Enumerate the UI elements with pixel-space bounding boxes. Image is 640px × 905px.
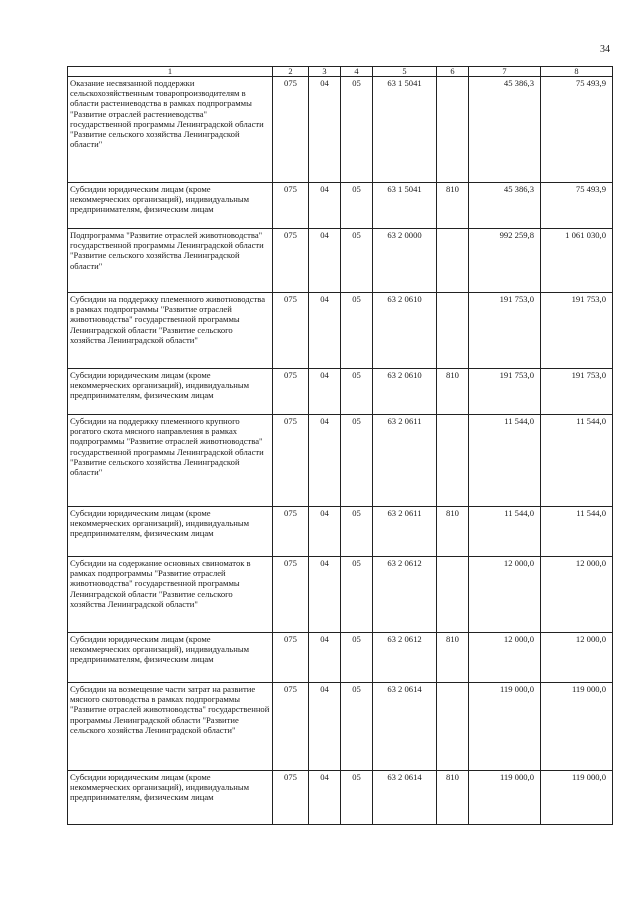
code-cell: 075 — [273, 183, 309, 229]
code-cell: 04 — [309, 771, 341, 825]
row-name-cell: Субсидии юридическим лицам (кроме некоммерческих организаций), индивидуальным предпринимателям, физическим лицам — [68, 369, 273, 415]
amount-cell: 1 061 030,0 — [541, 229, 613, 293]
table-row — [68, 415, 613, 507]
amount-cell: 12 000,0 — [469, 557, 541, 633]
row-name-cell: Субсидии на возмещение части затрат на развитие мясного скотоводства в рамках подпрограммы "Развитие отраслей животноводства" государственной программы Ленинградской области "Развитие сельского хозяйства Ленинградской области" — [68, 683, 273, 771]
amount-cell: 992 259,8 — [469, 229, 541, 293]
code-cell: 63 2 0614 — [373, 683, 437, 771]
table-header-row — [68, 67, 613, 77]
table-row — [68, 183, 613, 229]
amount-cell: 191 753,0 — [469, 369, 541, 415]
code-cell: 05 — [341, 507, 373, 557]
code-cell: 075 — [273, 683, 309, 771]
code-cell: 63 2 0611 — [373, 507, 437, 557]
code-cell — [437, 557, 469, 633]
header-cell: 6 — [437, 67, 469, 77]
table-row — [68, 229, 613, 293]
code-cell: 04 — [309, 683, 341, 771]
row-name-cell: Субсидии на поддержку племенного животноводства в рамках подпрограммы "Развитие отраслей животноводства" государственной программы Ленинградской области "Развитие сельского хозяйства Ленинградской области" — [68, 293, 273, 369]
amount-cell: 11 544,0 — [469, 415, 541, 507]
amount-cell: 11 544,0 — [541, 415, 613, 507]
amount-cell: 11 544,0 — [541, 507, 613, 557]
header-cell: 2 — [273, 67, 309, 77]
table-row — [68, 369, 613, 415]
code-cell: 075 — [273, 557, 309, 633]
code-cell — [437, 293, 469, 369]
amount-cell: 11 544,0 — [469, 507, 541, 557]
page-number: 34 — [600, 44, 610, 55]
amount-cell: 191 753,0 — [541, 293, 613, 369]
amount-cell: 12 000,0 — [541, 557, 613, 633]
code-cell: 04 — [309, 415, 341, 507]
amount-cell: 45 386,3 — [469, 77, 541, 183]
code-cell: 05 — [341, 771, 373, 825]
code-cell: 04 — [309, 293, 341, 369]
header-cell: 1 — [68, 67, 273, 77]
row-name-cell: Субсидии юридическим лицам (кроме некоммерческих организаций), индивидуальным предпринимателям, физическим лицам — [68, 771, 273, 825]
amount-cell: 119 000,0 — [541, 771, 613, 825]
amount-cell: 191 753,0 — [541, 369, 613, 415]
table-row — [68, 771, 613, 825]
table-row — [68, 557, 613, 633]
code-cell — [437, 229, 469, 293]
amount-cell: 75 493,9 — [541, 183, 613, 229]
row-name-cell: Оказание несвязанной поддержки сельскохозяйственным товаропроизводителям в области растениеводства в рамках подпрограммы "Развитие отраслей растениеводства" государственной программы Ленинградской области "Развитие сельского хозяйства Ленинградской области" — [68, 77, 273, 183]
code-cell: 075 — [273, 229, 309, 293]
row-name-cell: Субсидии юридическим лицам (кроме некоммерческих организаций), индивидуальным предпринимателям, физическим лицам — [68, 507, 273, 557]
code-cell: 63 2 0612 — [373, 633, 437, 683]
code-cell: 63 1 5041 — [373, 183, 437, 229]
header-cell: 3 — [309, 67, 341, 77]
code-cell: 075 — [273, 77, 309, 183]
amount-cell: 119 000,0 — [469, 771, 541, 825]
code-cell: 05 — [341, 183, 373, 229]
code-cell: 04 — [309, 557, 341, 633]
row-name-cell: Субсидии на поддержку племенного крупного рогатого скота мясного направления в рамках подпрограммы "Развитие отраслей животноводства" государственной программы Ленинградской области "Развитие сельского хозяйства Ленинградской области" — [68, 415, 273, 507]
code-cell: 63 2 0612 — [373, 557, 437, 633]
code-cell: 63 2 0614 — [373, 771, 437, 825]
code-cell: 05 — [341, 293, 373, 369]
table-row — [68, 77, 613, 183]
code-cell: 04 — [309, 229, 341, 293]
code-cell: 075 — [273, 507, 309, 557]
code-cell: 075 — [273, 633, 309, 683]
code-cell: 05 — [341, 369, 373, 415]
code-cell: 075 — [273, 415, 309, 507]
code-cell: 04 — [309, 77, 341, 183]
code-cell — [437, 683, 469, 771]
row-name-cell: Субсидии на содержание основных свиноматок в рамках подпрограммы "Развитие отраслей животноводства" государственной программы Ленинградской области "Развитие сельского хозяйства Ленинградской области" — [68, 557, 273, 633]
code-cell: 05 — [341, 415, 373, 507]
row-name-cell: Субсидии юридическим лицам (кроме некоммерческих организаций), индивидуальным предпринимателям, физическим лицам — [68, 633, 273, 683]
table-row — [68, 633, 613, 683]
budget-table — [67, 66, 613, 825]
code-cell: 075 — [273, 771, 309, 825]
code-cell: 810 — [437, 633, 469, 683]
code-cell: 810 — [437, 183, 469, 229]
code-cell — [437, 415, 469, 507]
code-cell: 810 — [437, 369, 469, 415]
code-cell: 04 — [309, 633, 341, 683]
code-cell: 63 2 0610 — [373, 293, 437, 369]
code-cell: 075 — [273, 369, 309, 415]
header-cell: 5 — [373, 67, 437, 77]
amount-cell: 119 000,0 — [469, 683, 541, 771]
code-cell: 05 — [341, 683, 373, 771]
code-cell: 810 — [437, 771, 469, 825]
header-cell: 8 — [541, 67, 613, 77]
code-cell: 63 2 0610 — [373, 369, 437, 415]
code-cell: 04 — [309, 183, 341, 229]
row-name-cell: Подпрограмма "Развитие отраслей животноводства" государственной программы Ленинградской области "Развитие сельского хозяйства Ленинградской области" — [68, 229, 273, 293]
table-row — [68, 507, 613, 557]
header-cell: 7 — [469, 67, 541, 77]
code-cell: 63 1 5041 — [373, 77, 437, 183]
row-name-cell: Субсидии юридическим лицам (кроме некоммерческих организаций), индивидуальным предпринимателям, физическим лицам — [68, 183, 273, 229]
code-cell — [437, 77, 469, 183]
code-cell: 05 — [341, 229, 373, 293]
amount-cell: 119 000,0 — [541, 683, 613, 771]
code-cell: 810 — [437, 507, 469, 557]
code-cell: 04 — [309, 507, 341, 557]
code-cell: 63 2 0611 — [373, 415, 437, 507]
code-cell: 05 — [341, 633, 373, 683]
code-cell: 04 — [309, 369, 341, 415]
amount-cell: 75 493,9 — [541, 77, 613, 183]
amount-cell: 45 386,3 — [469, 183, 541, 229]
amount-cell: 12 000,0 — [469, 633, 541, 683]
code-cell: 075 — [273, 293, 309, 369]
code-cell: 63 2 0000 — [373, 229, 437, 293]
code-cell: 05 — [341, 557, 373, 633]
table-row — [68, 683, 613, 771]
amount-cell: 191 753,0 — [469, 293, 541, 369]
table-row — [68, 293, 613, 369]
code-cell: 05 — [341, 77, 373, 183]
amount-cell: 12 000,0 — [541, 633, 613, 683]
header-cell: 4 — [341, 67, 373, 77]
